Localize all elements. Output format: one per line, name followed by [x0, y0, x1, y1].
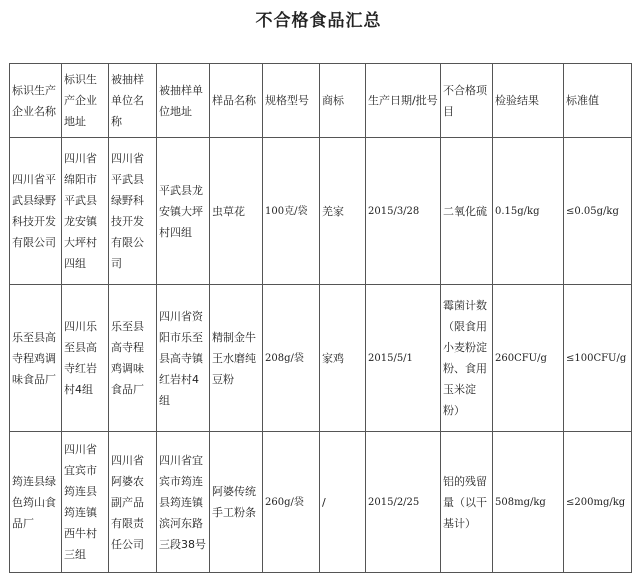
header-cell: 检验结果: [493, 64, 564, 138]
header-cell: 被抽样单位名称: [109, 64, 157, 138]
cell-sample-name: 虫草花: [210, 138, 263, 285]
cell-standard-value: ≤200mg/kg: [564, 432, 632, 573]
cell-brand: 羌家: [320, 138, 366, 285]
cell-test-result: 508mg/kg: [493, 432, 564, 573]
table-row: [10, 432, 632, 573]
page-title: 不合格食品汇总: [255, 11, 382, 31]
cell-production-date: 2015/3/28: [366, 138, 441, 285]
cell-producer-name: 四川省平武县绿野科技开发有限公司: [10, 138, 62, 285]
cell-test-result: 260CFU/g: [493, 285, 564, 432]
header-cell: 规格型号: [263, 64, 320, 138]
cell-sample-name: 阿婆传统手工粉条: [210, 432, 263, 573]
cell-producer-name: 筠连县绿色筠山食品厂: [10, 432, 62, 573]
cell-brand: /: [320, 432, 366, 573]
table-row: [10, 138, 632, 285]
cell-sampled-unit-name: 乐至县高寺程鸡调味食品厂: [109, 285, 157, 432]
table-row: [10, 285, 632, 432]
header-cell: 生产日期/批号: [366, 64, 441, 138]
cell-producer-address: 四川省宜宾市筠连县筠连镇西牛村三组: [62, 432, 109, 573]
cell-standard-value: ≤100CFU/g: [564, 285, 632, 432]
cell-spec: 260g/袋: [263, 432, 320, 573]
header-cell: 不合格项目: [441, 64, 493, 138]
cell-sample-name: 精制金牛王水磨纯豆粉: [210, 285, 263, 432]
unqualified-food-table: [9, 63, 632, 573]
cell-sampled-unit-address: 四川省宜宾市筠连县筠连镇滨河东路三段38号: [157, 432, 210, 573]
cell-sampled-unit-address: 平武县龙安镇大坪村四组: [157, 138, 210, 285]
cell-failed-item: 铝的残留量（以干基计）: [441, 432, 493, 573]
cell-production-date: 2015/2/25: [366, 432, 441, 573]
header-cell: 标识生产企业地址: [62, 64, 109, 138]
header-cell: 样品名称: [210, 64, 263, 138]
cell-test-result: 0.15g/kg: [493, 138, 564, 285]
header-cell: 商标: [320, 64, 366, 138]
cell-failed-item: 二氧化硫: [441, 138, 493, 285]
cell-producer-name: 乐至县高寺程鸡调味食品厂: [10, 285, 62, 432]
cell-spec: 208g/袋: [263, 285, 320, 432]
cell-producer-address: 四川省绵阳市平武县龙安镇大坪村四组: [62, 138, 109, 285]
table-header-row: [10, 64, 632, 138]
header-cell: 被抽样单位地址: [157, 64, 210, 138]
cell-sampled-unit-address: 四川省资阳市乐至县高寺镇红岩村4组: [157, 285, 210, 432]
header-cell: 标准值: [564, 64, 632, 138]
cell-production-date: 2015/5/1: [366, 285, 441, 432]
cell-sampled-unit-name: 四川省平武县绿野科技开发有限公司: [109, 138, 157, 285]
cell-sampled-unit-name: 四川省阿婆农副产品有限责任公司: [109, 432, 157, 573]
cell-producer-address: 四川乐至县高寺红岩村4组: [62, 285, 109, 432]
cell-failed-item: 霉菌计数（限食用小麦粉淀粉、食用玉米淀粉）: [441, 285, 493, 432]
cell-spec: 100克/袋: [263, 138, 320, 285]
header-cell: 标识生产企业名称: [10, 64, 62, 138]
cell-brand: 家鸡: [320, 285, 366, 432]
cell-standard-value: ≤0.05g/kg: [564, 138, 632, 285]
